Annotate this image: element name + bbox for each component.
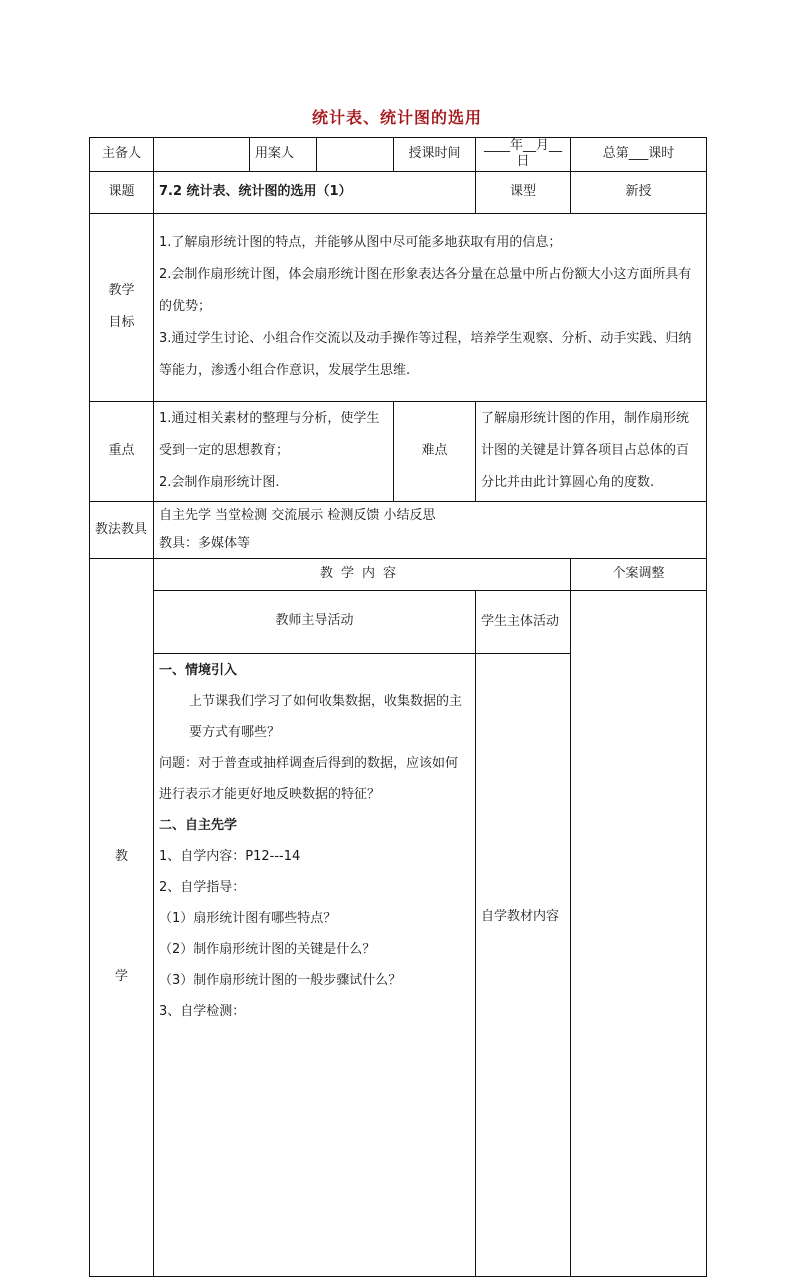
teacher-activity-content (154, 653, 476, 1276)
key-points-label: 重点 (90, 401, 154, 501)
methods-line: 自主先学 当堂检测 交流展示 检测反馈 小结反思 (159, 507, 436, 523)
goal-item: 1.了解扇形统计图的特点，并能够从图中尽可能多地获取有用的信息； (159, 235, 562, 250)
teacher-activity-header: 教师主导活动 (154, 590, 476, 653)
goals-label-line: 教学 (108, 283, 135, 298)
goals-label-line: 目标 (108, 315, 135, 330)
content-header-row (90, 558, 707, 590)
content-header: 教学内容 (154, 558, 571, 590)
key-point-item: 2.会制作扇形统计图. (159, 475, 280, 490)
teaching-label-line: 教 (114, 848, 128, 864)
adjust-column (571, 590, 707, 1276)
preparer-label: 主备人 (90, 138, 154, 172)
goal-item: 2.会制作扇形统计图，体会扇形统计图在形象表达各分量在总量中所占份额大小这方面所具有的优势； (159, 267, 692, 314)
methods-row (90, 501, 707, 558)
user-value (317, 138, 394, 172)
self-study-question: （2）制作扇形统计图的关键是什么？ (159, 941, 376, 957)
intro-text: 上节课我们学习了如何收集数据，收集数据的主要方式有哪些？ (189, 693, 463, 740)
self-study-item: 3、自学检测： (159, 1003, 246, 1019)
key-points-content (154, 401, 394, 501)
lesson-type-value: 新授 (571, 171, 707, 213)
section-heading: 二、自主先学 (159, 817, 238, 833)
methods-line: 教具：多媒体等 (159, 535, 251, 551)
teaching-label-line: 学 (114, 969, 128, 984)
student-activity-content: 自学教材内容 (476, 653, 571, 1276)
difficulty-text: 了解扇形统计图的作用，制作扇形统计图的关键是计算各项目占总体的百分比并由此计算圆心角的度数. (481, 411, 690, 490)
self-study-item: 2、自学指导： (159, 879, 246, 895)
goals-label (90, 213, 154, 401)
adjust-header: 个案调整 (571, 558, 707, 590)
lesson-type-label: 课型 (476, 171, 571, 213)
topic-label: 课题 (90, 171, 154, 213)
goal-item: 3.通过学生讨论、小组合作交流以及动手操作等过程，培养学生观察、分析、动手实践、归纳等能力，渗透小组合作意识，发展学生思维. (159, 331, 692, 378)
self-study-question: （3）制作扇形统计图的一般步骤试什么？ (159, 972, 402, 988)
time-label: 授课时间 (394, 138, 476, 172)
header-row (90, 138, 707, 172)
period-value: 总第___课时 (571, 138, 707, 172)
question-text: 问题：对于普查或抽样调查后得到的数据，应该如何进行表示才能更好地反映数据的特征？ (159, 755, 459, 802)
key-point-item: 1.通过相关素材的整理与分析，使学生受到一定的思想教育； (159, 411, 380, 458)
page-title: 统计表、统计图的选用 (311, 108, 482, 127)
goals-content (154, 213, 707, 401)
self-study-item: 1、自学内容：P12---14 (159, 848, 301, 864)
goals-row (90, 213, 707, 401)
preparer-value (154, 138, 250, 172)
teaching-label (90, 558, 154, 1276)
difficulty-label: 难点 (394, 401, 476, 501)
methods-label: 教法教具 (90, 501, 154, 558)
difficulty-content (476, 401, 707, 501)
section-heading: 一、情境引入 (159, 662, 238, 678)
self-study-question: （1）扇形统计图有哪些特点？ (159, 910, 337, 926)
user-label: 用案人 (250, 138, 317, 172)
topic-value: 7.2 统计表、统计图的选用（1） (154, 171, 476, 213)
student-activity-header: 学生主体活动 (476, 590, 571, 653)
lesson-plan-table (89, 137, 707, 1277)
activity-header-row (90, 590, 707, 653)
key-points-row (90, 401, 707, 501)
topic-row (90, 171, 707, 213)
methods-content (154, 501, 707, 558)
time-value: ____年__月__日 (476, 138, 571, 172)
